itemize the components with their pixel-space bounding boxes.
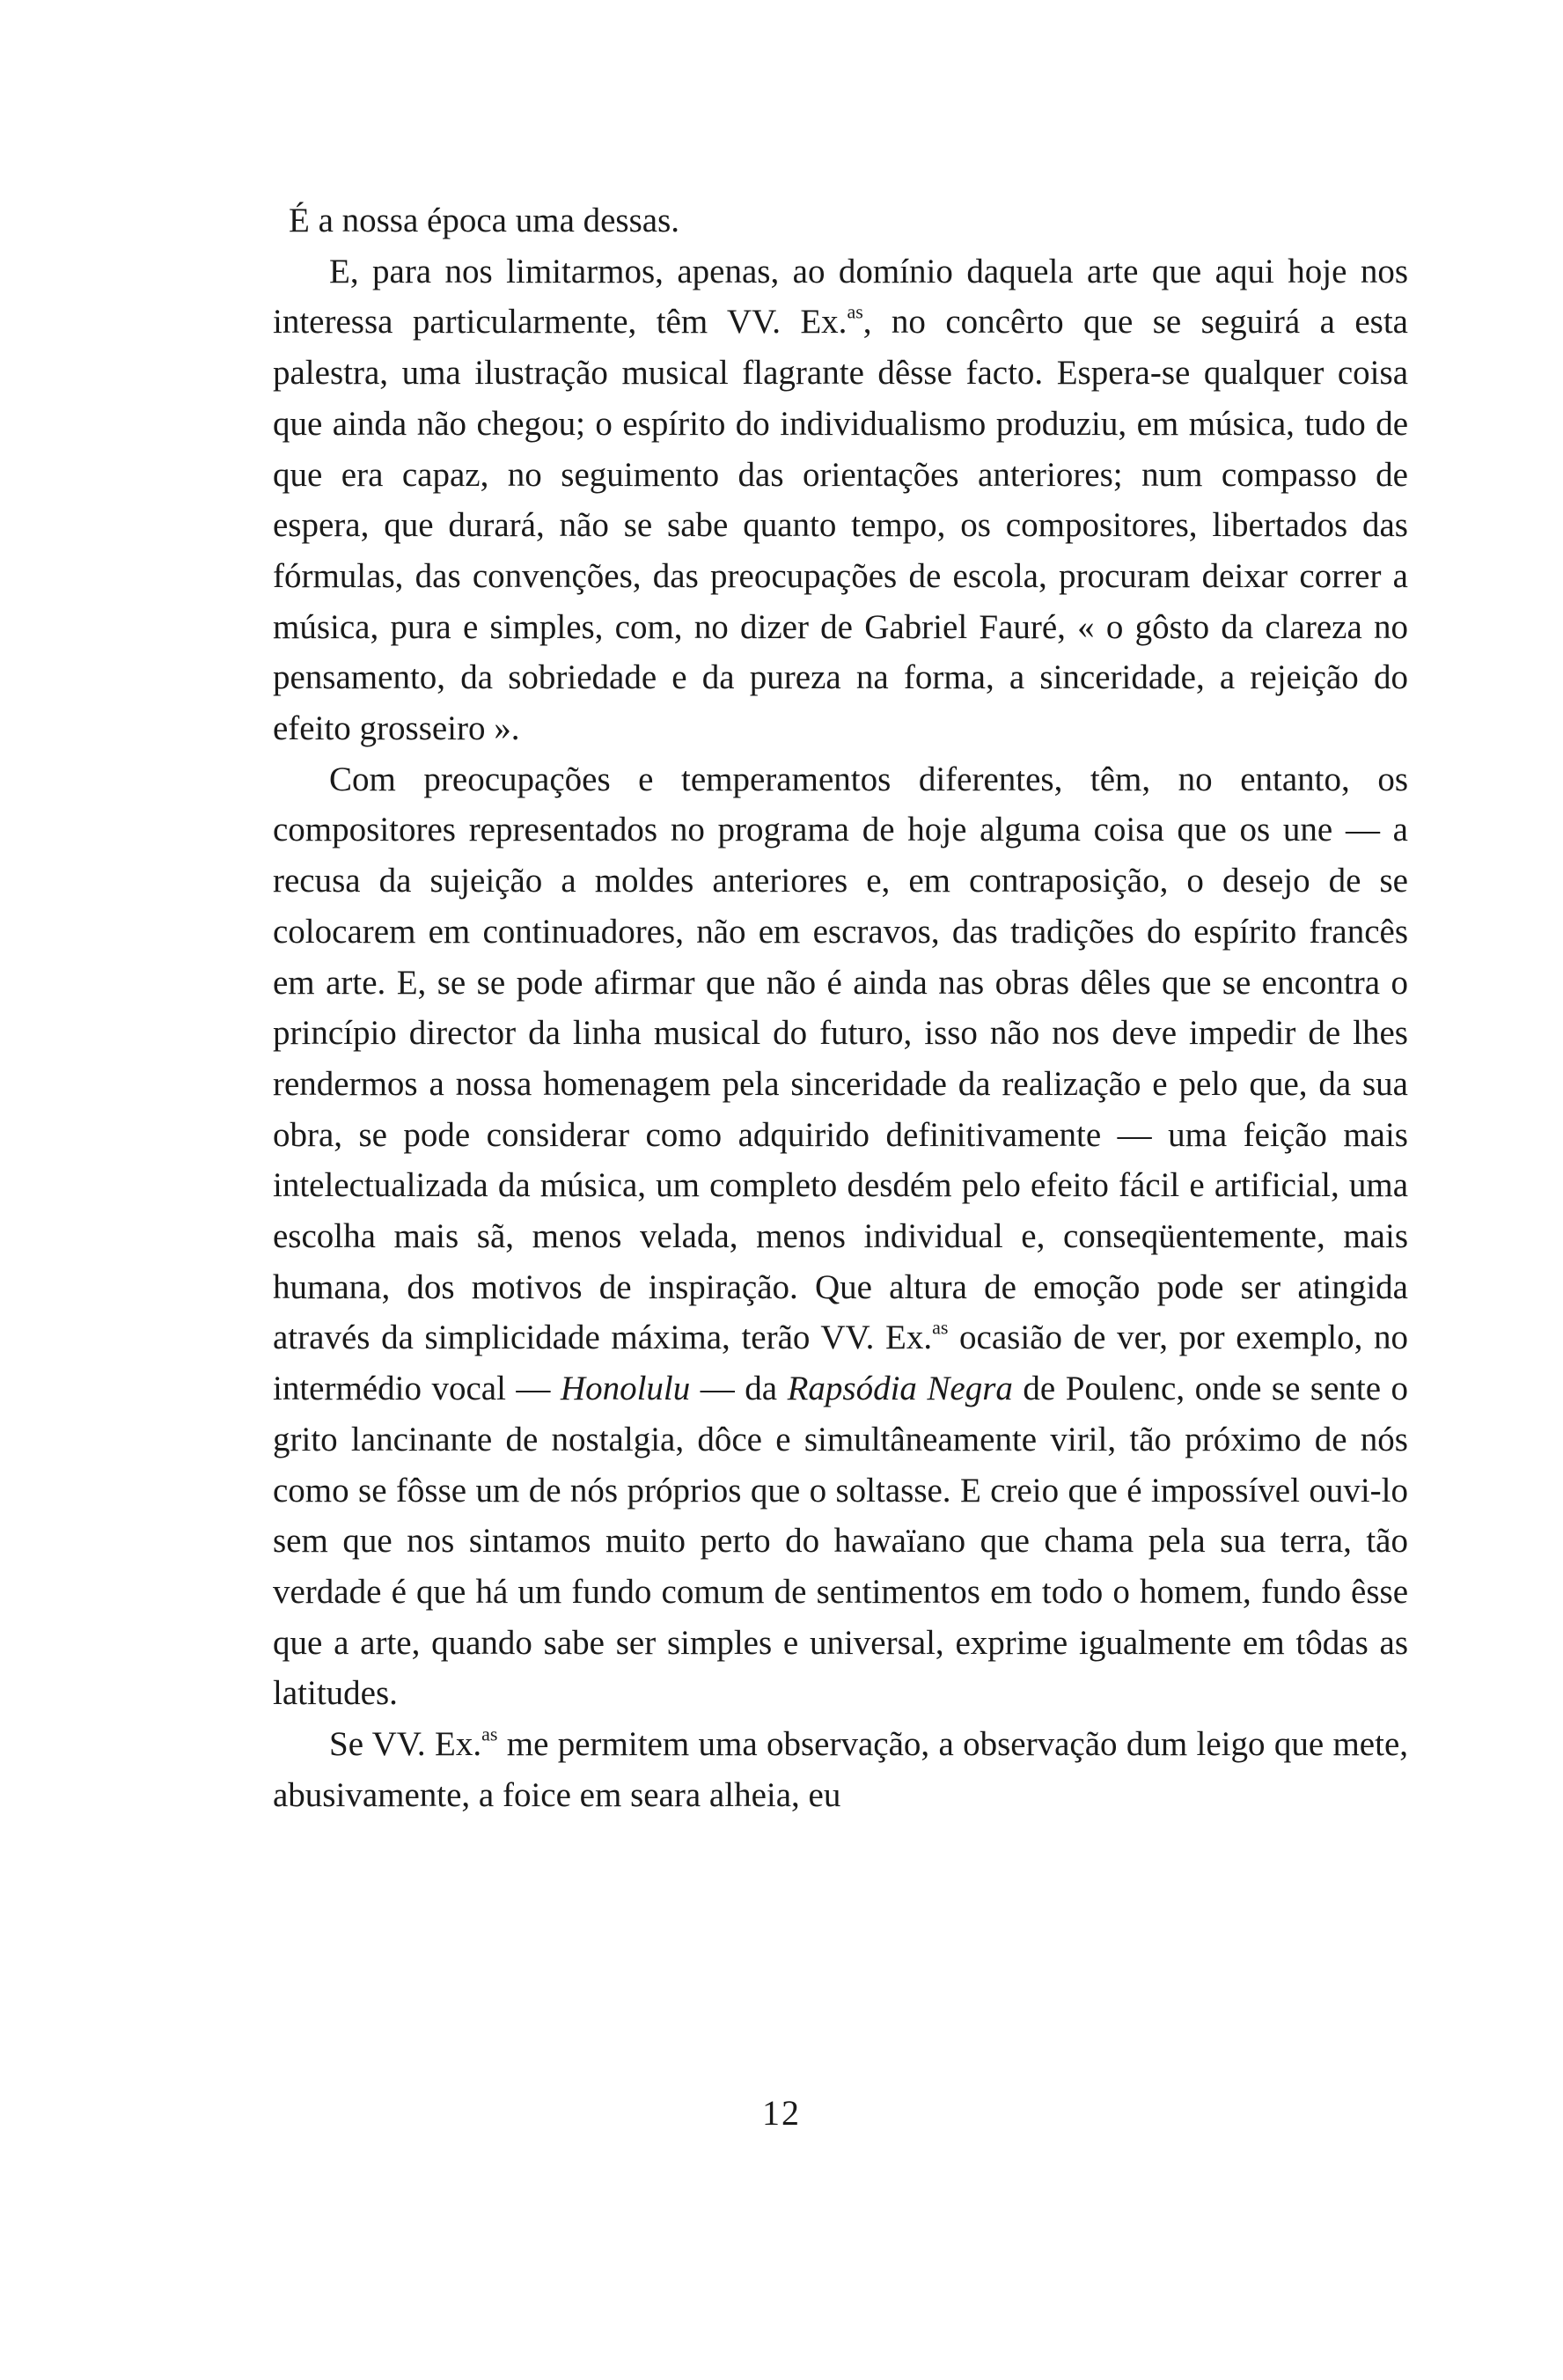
paragraph-1 — [273, 195, 1408, 246]
superscript-abbreviation: as — [847, 300, 863, 323]
body-text — [273, 195, 1408, 1821]
superscript-abbreviation: as — [932, 1316, 949, 1339]
paragraph-text: Se VV. Ex. — [329, 1725, 482, 1764]
superscript-abbreviation: as — [481, 1723, 498, 1745]
italic-title-rapsodia-negra: Rapsódia Negra — [787, 1370, 1013, 1408]
paragraph-text: ocasião de ver, por exemplo, no intermédio vocal — — [273, 1319, 1408, 1408]
paragraph-text: — da — [690, 1370, 788, 1408]
paragraph-text: de Poulenc, onde se sente o grito lancinante de nostalgia, dôce e simultâneamente viril, tão próximo de nós como se fôsse um de nós próprios que o soltasse. E creio que é impossível ouvi-lo sem que nos sintamos muito perto do hawaïano que chama pela sua terra, tão verdade é que há um fundo comum de sentimentos em todo o homem, fundo êsse que a arte, quando sabe ser simples e universal, exprime igualmente em tôdas as latitudes. — [273, 1370, 1409, 1713]
page-number: 12 — [762, 2093, 801, 2133]
paragraph-text: E, para nos limitarmos, apenas, ao domínio daquela arte que aqui hoje nos interessa particularmente, têm VV. Ex. — [273, 252, 1408, 342]
paragraph-text: , no concêrto que se seguirá a esta palestra, uma ilustração musical flagrante dêsse facto. Espera-se qualquer coisa que ainda não chegou; o espírito do individualismo produziu, em música, tudo de que era capaz, no seguimento das orientações anteriores; num compasso de espera, que durará, não se sabe quanto tempo, os compositores, libertados das fórmulas, das convenções, das preocupações de escola, procuram deixar correr a música, pura e simples, com, no dizer de Gabriel Fauré, « o gôsto da clareza no pensamento, da sobriedade e da pureza na forma, a sinceridade, a rejeição do efeito grosseiro ». — [273, 303, 1408, 748]
paragraph-text: Com preocupações e temperamentos diferentes, têm, no entanto, os compositores representados no programa de hoje alguma coisa que os une — a recusa da sujeição a moldes anteriores e, em contraposição, o desejo de se colocarem em continuadores, não em escravos, das tradições do espírito francês em arte. E, se se pode afirmar que não é ainda nas obras dêles que se encontra o princípio director da linha musical do futuro, isso não nos deve impedir de lhes rendermos a nossa homenagem pela sinceridade da realização e pelo que, da sua obra, se pode considerar como adquirido definitivamente — uma feição mais intelectualizada da música, um completo desdém pelo efeito fácil e artificial, uma escolha mais sã, menos velada, menos individual e, conseqüentemente, mais humana, dos motivos de inspiração. Que altura de emoção pode ser atingida através da simplicidade máxima, terão VV. Ex. — [273, 760, 1408, 1357]
paragraph-text: me permitem uma observação, a observação dum leigo que mete, abusivamente, a foice em seara alheia, eu — [273, 1725, 1409, 1814]
paragraph-text: É a nossa época uma dessas. — [289, 202, 680, 239]
paragraph-2 — [273, 246, 1408, 754]
paragraph-4 — [273, 1719, 1408, 1820]
italic-title-honolulu: Honolulu — [560, 1370, 691, 1408]
paragraph-3 — [273, 754, 1408, 1719]
